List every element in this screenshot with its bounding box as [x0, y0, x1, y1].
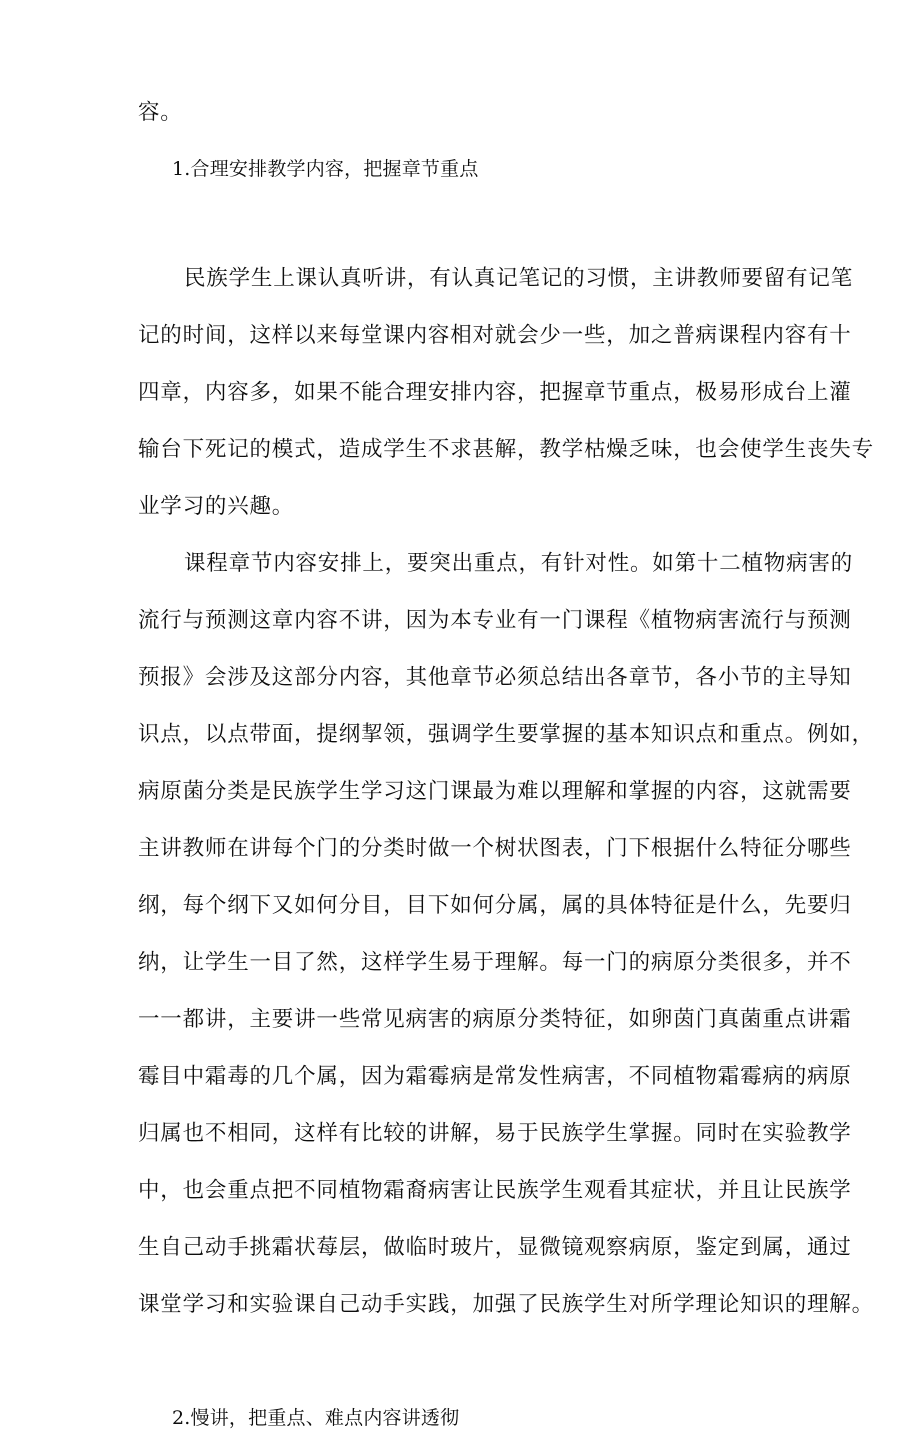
text-line: 四章，内容多，如果不能合理安排内容，把握章节重点，极易形成台上灌 — [138, 380, 852, 405]
text-line: 生自己动手挑霜状莓层，做临时玻片，显微镜观察病原，鉴定到属，通过 — [138, 1235, 852, 1260]
text-line: 业学习的兴趣。 — [138, 494, 295, 519]
text-line: 中，也会重点把不同植物霜裔病害让民族学生观看其症状，并且让民族学 — [138, 1178, 852, 1203]
text-column — [138, 84, 874, 1447]
text-line: 归属也不相同，这样有比较的讲解，易于民族学生掌握。同时在实验教学 — [138, 1121, 852, 1146]
text-line: 纳，让学生一目了然，这样学生易于理解。每一门的病原分类很多，并不 — [138, 950, 852, 975]
text-line: 病原菌分类是民族学生学习这门课最为难以理解和掌握的内容，这就需要 — [138, 779, 852, 804]
paragraph-2 — [138, 535, 874, 1390]
text-line: 民族学生上课认真听讲，有认真记笔记的习惯，主讲教师要留有记笔 — [184, 266, 854, 291]
text-line: 主讲教师在讲每个门的分类时做一个树状图表，门下根据什么特征分哪些 — [138, 836, 852, 861]
text-line: 识点，以点带面，提纲挈领，强调学生要掌握的基本知识点和重点。例如， — [138, 722, 874, 747]
block-spacer — [138, 198, 783, 250]
text-line: 课堂学习和实验课自己动手实践，加强了民族学生对所学理论知识的理解。 — [138, 1292, 874, 1317]
paragraph-1 — [138, 250, 874, 535]
text-line: 输台下死记的模式，造成学生不求甚解，教学枯燥乏味，也会使学生丧失专 — [138, 437, 874, 462]
heading-text: 1.合理安排教学内容，把握章节重点 — [172, 158, 479, 180]
text-line: 纲，每个纲下又如何分目，目下如何分属，属的具体特征是什么，先要归 — [138, 893, 852, 918]
text-line: 霉目中霜毒的几个属，因为霜霉病是常发性病害，不同植物霜霉病的病原 — [138, 1064, 852, 1089]
text-line: 记的时间，这样以来每堂课内容相对就会少一些，加之普病课程内容有十 — [138, 323, 852, 348]
text-line: 流行与预测这章内容不讲，因为本专业有一门课程《植物病害流行与预测 — [138, 608, 852, 633]
section-heading-2 — [138, 1390, 783, 1447]
heading-text: 2.慢讲，把重点、难点内容讲透彻 — [172, 1407, 460, 1429]
text-line — [138, 1333, 783, 1390]
text-line: 课程章节内容安排上，要突出重点，有针对性。如第十二植物病害的 — [184, 551, 854, 576]
text-line: 容。 — [138, 100, 183, 125]
text-line: 预报》会涉及这部分内容，其他章节必须总结出各章节，各小节的主导知 — [138, 665, 852, 690]
section-heading-1 — [138, 141, 783, 198]
text-line: 一一都讲，主要讲一些常见病害的病原分类特征，如卵茵门真菌重点讲霜 — [138, 1007, 852, 1032]
paragraph-continued — [138, 84, 783, 141]
